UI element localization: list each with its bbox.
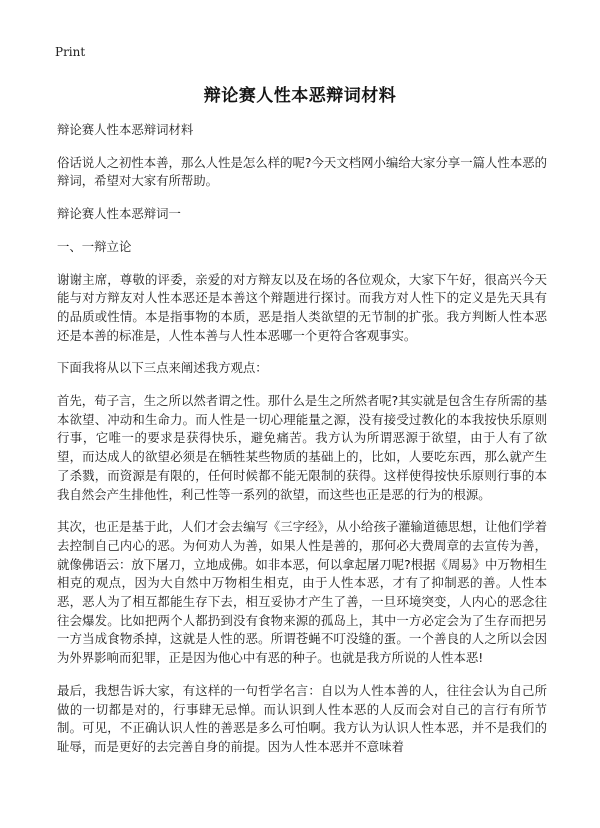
body-paragraph: 首先，荀子言，生之所以然者谓之性。那什么是生之所然者呢?其实就是包含生存所需的基本欲望、冲动和生命力。而人性是一切心理能量之源，没有接受过教化的本我按快乐原则行事，它唯一的要求是获得快乐，避免痛苦。我方认为所谓恶源于欲望，由于人有了欲望，而达成人的欲望必须是在牺牲某些物质的基础上的，比如，人要吃东西，那么就产生了杀戮，而资源是有限的，任何时候都不能无限制的获得。这样使得按快乐原则行事的本我自然会产生排他性，利己性等一系列的欲望，而这些也正是恶的行为的根源。 <box>57 393 547 502</box>
print-link[interactable]: Print <box>55 45 86 59</box>
body-paragraph: 其次，也正是基于此，人们才会去编写《三字经》，从小给孩子灌输道德思想，让他们学着去控制自己内心的恶。为何劝人为善，如果人性是善的，那何必大费周章的去宣传为善，就像佛语云：放下屠刀，立地成佛。如非本恶，何以拿起屠刀呢?根据《周易》中万物相生相克的观点，因为大自然中万物相生相克，由于人性本恶，才有了抑制恶的善。人性本恶，恶人为了相互都能生存下去，相互妥协才产生了善，一旦环境突变，人内心的恶念往往会爆发。比如把两个人都扔到没有食物来源的孤岛上，其中一方必定会为了生存而把另一方当成食物杀掉，这就是人性的恶。所谓苍蝇不叮没缝的蛋。一个善良的人之所以会因为外界影响而犯罪，正是因为他心中有恶的种子。也就是我方所说的人性本恶! <box>57 519 547 666</box>
intro-paragraph: 俗话说人之初性本善，那么人性是怎么样的呢?今天文档网小编给大家分享一篇人性本恶的辩词，希望对大家有所帮助。 <box>57 154 547 189</box>
body-paragraph: 下面我将从以下三点来阐述我方观点： <box>57 360 268 376</box>
document-body <box>57 121 547 771</box>
section-heading: 辩论赛人性本恶辩词一 <box>57 206 181 222</box>
subtitle-paragraph: 辩论赛人性本恶辩词材料 <box>57 122 194 137</box>
body-paragraph: 最后，我想告诉大家，有这样的一句哲学名言：自以为人性本善的人，往往会认为自己所做的一切都是对的，行事肆无忌惮。而认识到人性本恶的人反而会对自己的言行有所节制。可见，不正确认识人性的善恶是多么可怕啊。我方认为认识人性本恶，并不是我们的耻辱，而是更好的去完善自身的前提。因为人性本恶并不意味着 <box>57 682 547 754</box>
body-paragraph: 谢谢主席，尊敬的评委，亲爱的对方辩友以及在场的各位观众，大家下午好，很高兴今天能与对方辩友对人性本恶还是本善这个辩题进行探讨。而我方对人性下的定义是先天具有的品质或性情。本是指事物的本质，恶是指人类欲望的无节制的扩张。我方判断人性本恶还是本善的标准是，人性本善与人性本恶哪一个更符合客观事实。 <box>57 271 547 343</box>
subsection-heading: 一、一辩立论 <box>57 238 132 254</box>
page-title: 辩论赛人性本恶辩词材料 <box>203 86 397 106</box>
